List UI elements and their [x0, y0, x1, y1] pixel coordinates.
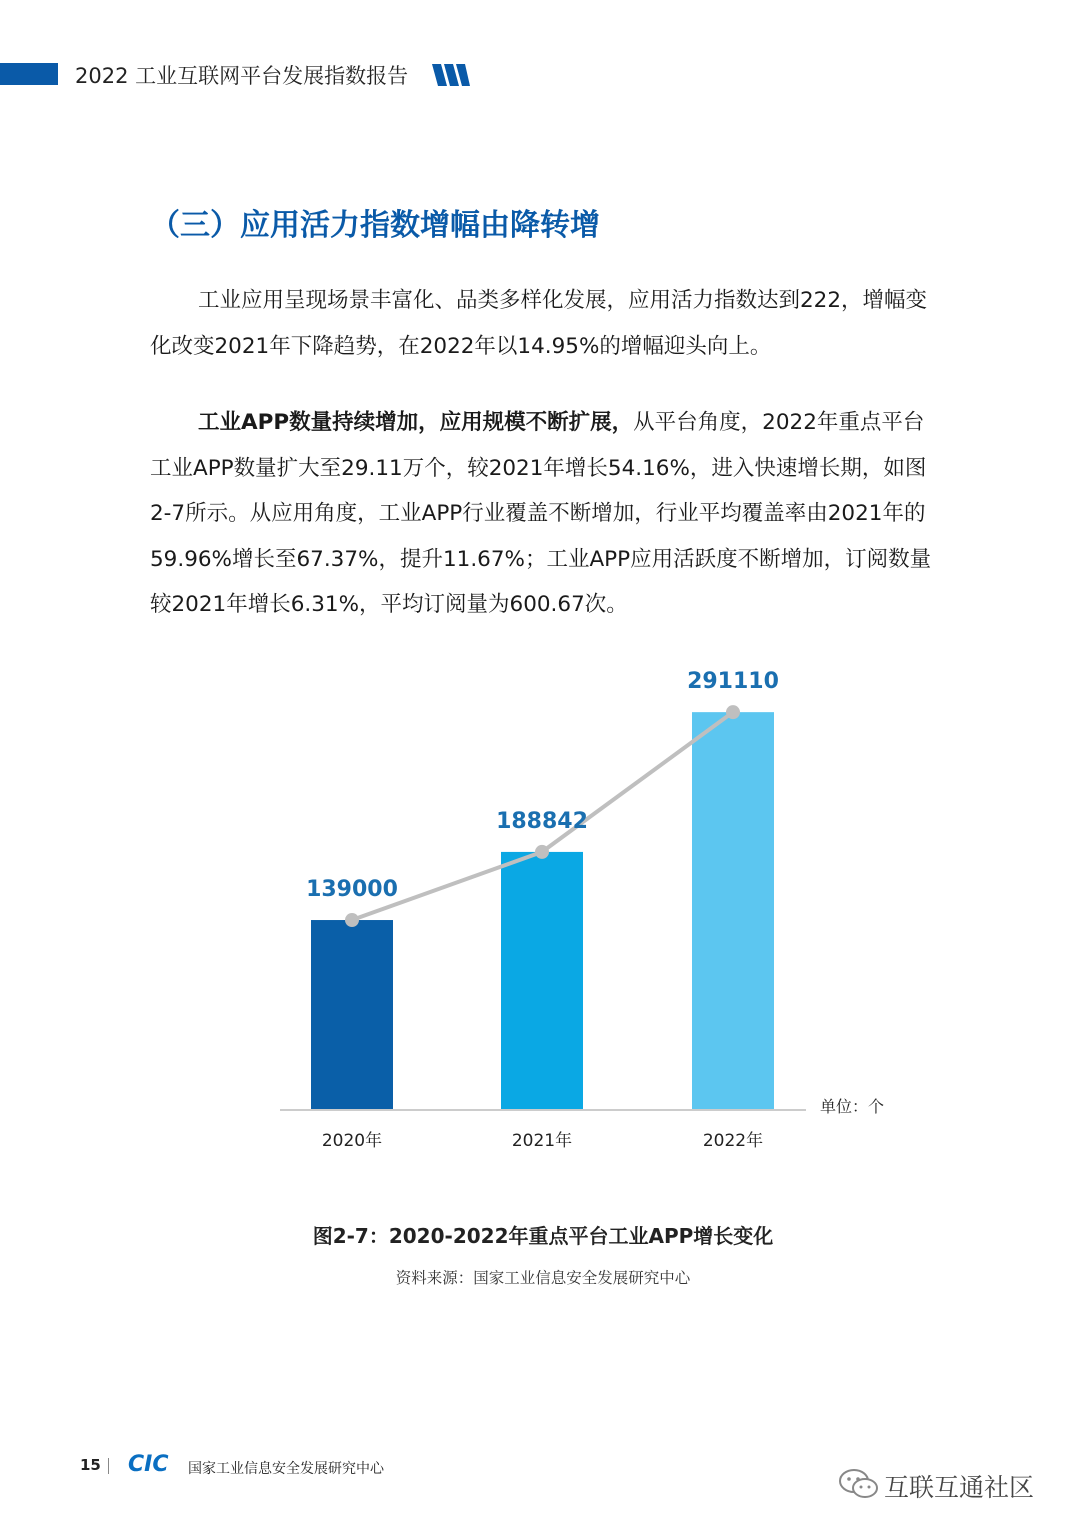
bar-1 — [501, 852, 583, 1110]
trend-point-2 — [726, 705, 740, 719]
paragraph-lead-bold: 工业APP数量持续增加，应用规模不断扩展， — [198, 410, 634, 435]
header-stripes-icon — [432, 64, 470, 86]
wechat-icon — [838, 1466, 880, 1502]
paragraph-text: 从平台角度，2022年重点平台工业APP数量扩大至29.11万个，较2021年增长54.16%，进入快速增长期，如图2-7所示。从应用角度，工业APP行业覆盖不断增加，行业平均覆盖率由2021年的59.96%增长至67.37%，提升11.67%；工业APP应用活跃度不断增加，订阅数量较2021年增长6.31%，平均订阅量为600.67次。 — [150, 410, 932, 617]
bar-2 — [692, 712, 774, 1110]
header-accent-bar — [0, 63, 58, 85]
x-tick-label-1: 2021年 — [511, 1131, 573, 1151]
paragraph-app-growth — [150, 400, 935, 628]
bar-0 — [311, 920, 393, 1110]
trend-point-0 — [345, 913, 359, 927]
paragraph-app-vitality — [150, 278, 935, 369]
section-heading: （三）应用活力指数增幅由降转增 — [150, 208, 600, 243]
trend-point-1 — [535, 845, 549, 859]
data-label-2: 291110 — [687, 669, 779, 695]
cic-logo-icon — [128, 1452, 180, 1477]
paragraph-text: 工业应用呈现场景丰富化、品类多样化发展，应用活力指数达到222，增幅变化改变2021年下降趋势，在2022年以14.95%的增幅迎头向上。 — [150, 288, 928, 359]
watermark-text: 互联互通社区 — [884, 1473, 1035, 1502]
report-title: 2022 工业互联网平台发展指数报告 — [75, 64, 409, 88]
x-tick-label-0: 2020年 — [321, 1131, 383, 1151]
data-label-1: 188842 — [496, 808, 588, 834]
unit-label: 单位：个 — [820, 1097, 885, 1116]
x-tick-label-2: 2022年 — [702, 1131, 764, 1151]
svg-text:CIC: CIC — [128, 1452, 169, 1477]
footer-organization: 国家工业信息安全发展研究中心 — [188, 1461, 384, 1477]
app-growth-chart — [0, 669, 1080, 1170]
page-number: 15 — [80, 1456, 101, 1474]
footer-divider — [108, 1458, 109, 1474]
figure-source: 资料来源：国家工业信息安全发展研究中心 — [395, 1269, 691, 1287]
data-label-0: 139000 — [306, 877, 398, 903]
figure-caption: 图2-7：2020-2022年重点平台工业APP增长变化 — [312, 1224, 774, 1248]
